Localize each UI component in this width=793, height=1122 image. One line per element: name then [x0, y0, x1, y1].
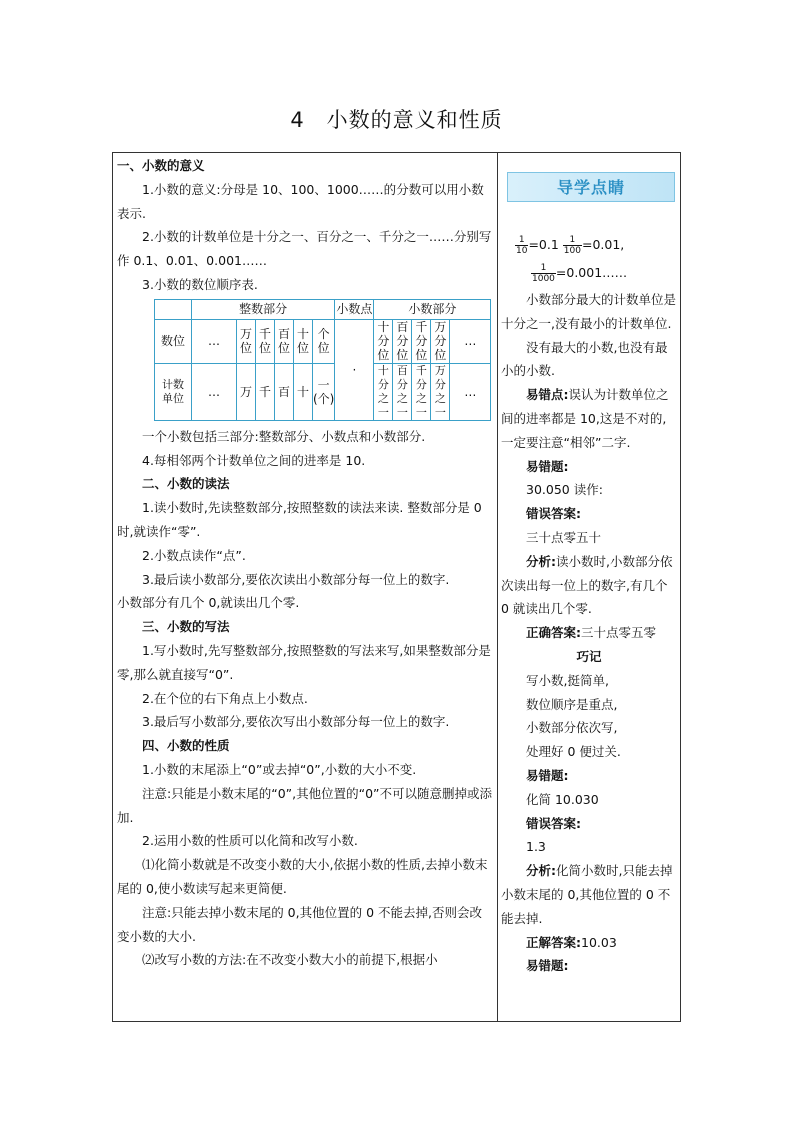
table-header: 整数部分 [192, 299, 335, 319]
question: 30.050 读作: [526, 482, 603, 498]
question-label: 易错题: [526, 458, 569, 474]
wrong-answer: 1.3 [526, 839, 546, 855]
wrong-answer-label: 错误答案: [526, 815, 581, 831]
table-cell: 百 [275, 363, 294, 420]
table-cell: 十位 [294, 319, 313, 363]
table-cell: 千分之一 [412, 363, 431, 420]
poem-line: 写小数,挺简单, [526, 672, 609, 688]
table-cell: 万分位 [431, 319, 450, 363]
table-cell: 十分位 [374, 319, 393, 363]
question: 化简 10.030 [526, 791, 599, 807]
table-cell: · [335, 319, 374, 420]
banner-title: 导学点睛 [556, 178, 625, 197]
section-heading: 二、小数的读法 [142, 476, 230, 492]
page-title: 4 小数的意义和性质 [290, 108, 503, 132]
table-cell: … [450, 363, 491, 420]
table-cell: 百分之一 [393, 363, 412, 420]
table-cell: … [450, 319, 491, 363]
paragraph: 2.小数的计数单位是十分之一、百分之一、千分之一……分别写作 0.1、0.01、0.001…… [117, 229, 492, 269]
analysis: 分析:读小数时,小数部分依次读出每一位上的数字,有几个 0 就读出几个零. [501, 553, 673, 617]
table-cell: 万分之一 [431, 363, 450, 420]
fraction-line: $\frac{1}{1000}$ =0.001…… [532, 263, 628, 284]
table-header: 小数点 [335, 299, 374, 319]
paragraph: 3.最后写小数部分,要依次写出小数部分每一位上的数字. [142, 714, 450, 730]
paragraph: 1.写小数时,先写整数部分,按照整数的写法来写,如果整数部分是零,那么就直接写“0”. [117, 642, 491, 682]
wrong-answer-label: 错误答案: [526, 506, 581, 522]
fraction: $\frac{1}{100}$ [563, 235, 581, 256]
paragraph: 1.小数的意义:分母是 10、100、1000……的分数可以用小数表示. [117, 181, 484, 221]
poem-line: 小数部分依次写, [526, 720, 618, 736]
paragraph: 2.小数点读作“点”. [142, 547, 246, 563]
paragraph: 注意:只能是小数末尾的“0”,其他位置的“0”不可以随意删掉或添加. [117, 785, 492, 825]
table-cell: … [192, 363, 237, 420]
table-cell: 百位 [275, 319, 294, 363]
fraction: $\frac{1}{1000}$ [532, 263, 555, 284]
fraction-line: $\frac{1}{10}$ =0.1 $\frac{1}{100}$ =0.01, [516, 235, 625, 256]
section-heading: 三、小数的写法 [142, 619, 230, 635]
paragraph: 3.小数的数位顺序表. [142, 276, 258, 292]
row-label: 数位 [155, 319, 192, 363]
table-cell: 十 [294, 363, 313, 420]
paragraph: 2.在个位的右下角点上小数点. [142, 690, 308, 706]
sidebar-column [501, 154, 677, 978]
note-paragraph: 小数部分最大的计数单位是十分之一,没有最小的计数单位. [501, 292, 677, 331]
fraction: $\frac{1}{10}$ [516, 235, 528, 256]
place-value-table [154, 299, 491, 421]
column-divider [497, 152, 498, 1022]
paragraph: 1.小数的末尾添上“0”或去掉“0”,小数的大小不变. [142, 761, 417, 777]
poem-line: 数位顺序是重点, [526, 696, 618, 712]
table-cell: … [192, 319, 237, 363]
paragraph: ⑵改写小数的方法:在不改变小数大小的前提下,根据小 [142, 952, 438, 968]
paragraph: 小数部分有几个 0,就读出几个零. [117, 595, 300, 611]
paragraph: 一个小数包括三部分:整数部分、小数点和小数部分. [142, 428, 426, 444]
table-cell: 千位 [256, 319, 275, 363]
question-label: 易错题: [526, 958, 569, 974]
table-cell: 百分位 [393, 319, 412, 363]
paragraph: 3.最后读小数部分,要依次读出小数部分每一位上的数字. [142, 571, 450, 587]
poem-title: 巧记 [576, 648, 602, 664]
paragraph: 注意:只能去掉小数末尾的 0,其他位置的 0 不能去掉,否则会改变小数的大小. [117, 904, 482, 944]
note-paragraph: 没有最大的小数,也没有最小的小数. [501, 339, 668, 379]
analysis: 分析:化简小数时,只能去掉小数末尾的 0,其他位置的 0 不能去掉. [501, 863, 673, 926]
correct-answer: 正确答案:三十点零五零 [526, 625, 657, 641]
paragraph: 4.每相邻两个计数单位之间的进率是 10. [142, 452, 366, 468]
poem-line: 处理好 0 便过关. [526, 744, 621, 760]
table-header: 小数部分 [374, 299, 491, 319]
paragraph: 1.读小数时,先读整数部分,按照整数的读法来读. 整数部分是 0 时,就读作“零”. [117, 500, 482, 539]
table-cell: 万 [237, 363, 256, 420]
paragraph: ⑴化简小数就是不改变小数的大小,依据小数的性质,去掉小数末尾的 0,使小数读写起来更简便. [117, 857, 488, 896]
correct-answer: 正解答案:10.03 [526, 934, 617, 950]
table-cell: 千 [256, 363, 275, 420]
guide-banner [507, 172, 675, 202]
section-heading: 四、小数的性质 [142, 738, 230, 754]
table-cell: 一(个) [313, 363, 335, 420]
wrong-answer: 三十点零五十 [526, 529, 602, 545]
table-cell: 千分位 [412, 319, 431, 363]
question-label: 易错题: [526, 767, 569, 783]
row-label: 计数单位 [155, 363, 192, 420]
paragraph: 2.运用小数的性质可以化简和改写小数. [142, 833, 358, 849]
table-cell: 个位 [313, 319, 335, 363]
error-point: 易错点:误认为计数单位之间的进率都是 10,这是不对的,一定要注意“相邻”二字. [501, 387, 669, 450]
main-column [117, 154, 493, 972]
table-cell: 万位 [237, 319, 256, 363]
table-cell: 十分之一 [374, 363, 393, 420]
section-heading: 一、小数的意义 [117, 158, 205, 173]
